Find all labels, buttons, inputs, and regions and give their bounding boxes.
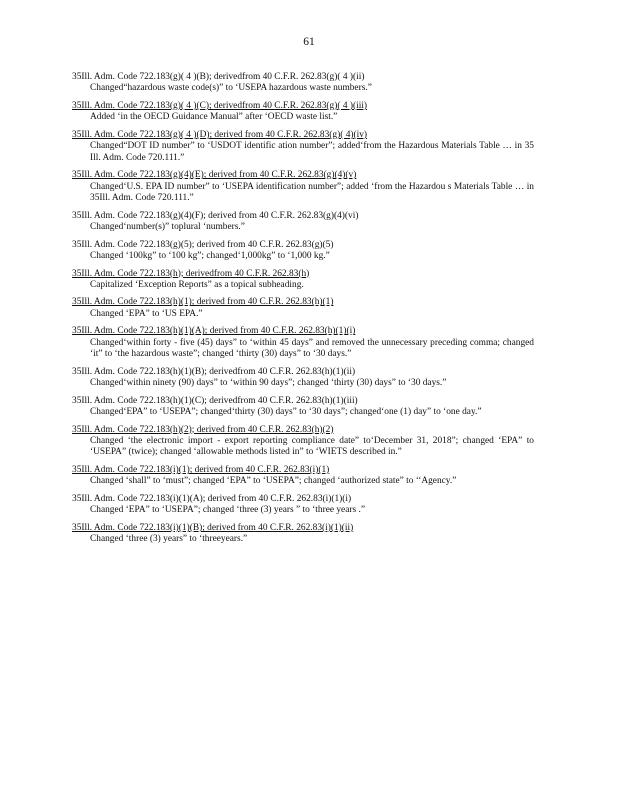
citation: 35Ill. Adm. Code 722.183(g)(5); derived from 40 C.F.R. 262.83(g)(5)	[72, 239, 334, 250]
change-description: Changed“DOT ID number” to ‘USDOT identific ation number”; added‘from the Hazardous Materials Table … in 35 Ill. Adm. Code 720.111.”	[90, 141, 534, 163]
amendment-entry	[72, 326, 534, 360]
change-description: Changed‘number(s)” toplural ‘numbers.”	[90, 221, 245, 232]
citation: 35Ill. Adm. Code 722.183(i)(1)(A); derived from 40 C.F.R. 262.83(i)(1)(i)	[72, 493, 352, 504]
page-number: 61	[303, 36, 315, 48]
amendment-entry	[72, 101, 534, 124]
amendment-list	[72, 72, 534, 552]
citation: 35Ill. Adm. Code 722.183(g)( 4 )(C); derivedfrom 40 C.F.R. 262.83(g)( 4 )(iii)	[72, 100, 368, 111]
change-description: Changed ‘EPA” to ‘USEPA”; changed ‘three (3) years ” to ‘three years .”	[90, 505, 365, 516]
citation: 35Ill. Adm. Code 722.183(i)(1)(B); derived from 40 C.F.R. 262.83(i)(1)(ii)	[72, 522, 354, 533]
amendment-entry	[72, 465, 534, 488]
change-description: Changed ‘the electronic import - export reporting compliance date” to‘December 31, 2018”; changed ‘EPA” to ‘USEPA” (twice); changed ‘allowable methods listed in” to ‘WIETS described in.”	[90, 436, 534, 458]
amendment-entry	[72, 211, 534, 234]
citation: 35Ill. Adm. Code 722.183(h); derivedfrom 40 C.F.R. 262.83(h)	[72, 268, 310, 279]
amendment-entry	[72, 130, 534, 164]
change-description: Changed‘U.S. EPA ID number” to ‘USEPA identification number”; added ‘from the Hazardou s Materials Table … in 35Ill. Adm. Code 720.111.”	[90, 181, 534, 203]
citation: 35Ill. Adm. Code 722.183(i)(1); derived from 40 C.F.R. 262.83(i)(1)	[72, 465, 330, 475]
citation: 35Ill. Adm. Code 722.183(h)(1)(A); derived from 40 C.F.R. 262.83(h)(1)(i)	[72, 326, 356, 337]
citation: 35Ill. Adm. Code 722.183(h)(1); derived from 40 C.F.R. 262.83(h)(1)	[72, 297, 334, 308]
change-description: Changed ‘shall” to ‘must”; changed ‘EPA” to ‘USEPA”; changed ‘authorized state” to ‘‘Agency.”	[90, 476, 457, 487]
citation: 35Ill. Adm. Code 722.183(h)(1)(B); derivedfrom 40 C.F.R. 262.83(h)(1)(ii)	[72, 366, 356, 377]
citation: 35Ill. Adm. Code 722.183(g)( 4 )(B); derivedfrom 40 C.F.R. 262.83(g)( 4 )(ii)	[72, 72, 365, 82]
amendment-entry	[72, 170, 534, 204]
citation: 35Ill. Adm. Code 722.183(g)(4)(F); derived from 40 C.F.R. 262.83(g)(4)(vi)	[72, 210, 359, 221]
change-description: Changed ‘EPA” to ‘US EPA.”	[90, 308, 203, 319]
change-description: Capitalized ‘Exception Reports” as a topical subheading.	[90, 279, 304, 290]
amendment-entry	[72, 367, 534, 390]
change-description: Changed‘EPA” to ‘USEPA”; changed‘thirty (30) days” to ‘30 days”; changed‘one (1) day” to ‘one day.”	[90, 407, 482, 418]
amendment-entry	[72, 297, 534, 320]
amendment-entry	[72, 425, 534, 459]
amendment-entry	[72, 72, 534, 95]
change-description: Added ‘in the OECD Guidance Manual” after ‘OECD waste list.”	[90, 112, 338, 123]
citation: 35Ill. Adm. Code 722.183(h)(1)(C); derivedfrom 40 C.F.R. 262.83(h)(1)(iii)	[72, 395, 358, 406]
amendment-entry	[72, 240, 534, 263]
change-description: Changed ‘three (3) years” to ‘threeyears.”	[90, 534, 248, 545]
change-description: Changed ‘100kg” to ‘100 kg”; changed‘1,000kg” to ‘1,000 kg.”	[90, 250, 330, 261]
amendment-entry	[72, 494, 534, 517]
citation: 35Ill. Adm. Code 722.183(h)(2); derived from 40 C.F.R. 262.83(h)(2)	[72, 424, 334, 435]
amendment-entry	[72, 523, 534, 546]
change-description: Changed‘within ninety (90) days” to ‘within 90 days”; changed ‘thirty (30) days” to ‘30 days.”	[90, 378, 447, 389]
citation: 35Ill. Adm. Code 722.183(g)(4)(E); derived from 40 C.F.R. 262.83(g)(4)(v)	[72, 170, 357, 181]
amendment-entry	[72, 269, 534, 292]
change-description: Changed“hazardous waste code(s)” to ‘USEPA hazardous waste numbers.”	[90, 83, 372, 94]
change-description: Changed‘within forty - five (45) days” to ‘within 45 days” and removed the unnecessary preceding comma; changed ‘it” to ‘the hazardous waste”; changed ‘thirty (30) days” to ‘30 days.”	[90, 337, 534, 360]
amendment-entry	[72, 396, 534, 419]
citation: 35Ill. Adm. Code 722.183(g)( 4 )(D); derived from 40 C.F.R. 262.83(g)( 4)(iv)	[72, 129, 368, 140]
